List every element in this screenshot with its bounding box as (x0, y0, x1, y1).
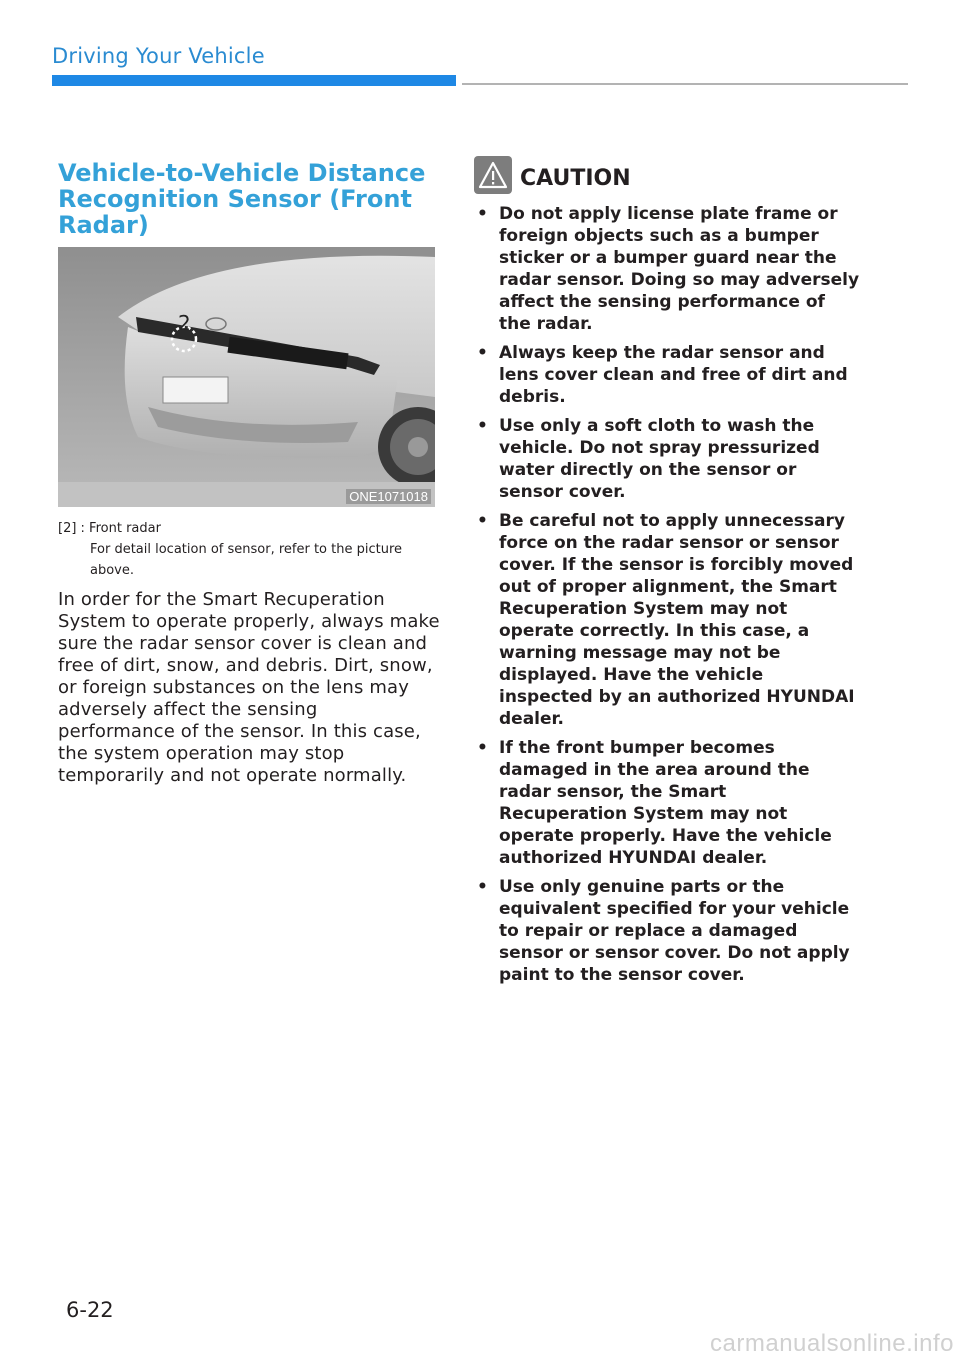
header-bar-gray (462, 83, 908, 85)
caution-title: CAUTION (520, 166, 631, 191)
radar-figure (58, 247, 435, 507)
header-bar-blue (52, 75, 456, 86)
watermark: carmanualsonline.info (710, 1330, 954, 1357)
caution-list (475, 203, 860, 993)
caution-item: • If the front bumper becomes damaged in the area around the radar sensor, the Smart Recuperation System may not operate properly. Have the vehicle authorized HYUNDAI dealer. (477, 738, 832, 868)
figure-caption (58, 518, 438, 581)
caution-item: • Be careful not to apply unnecessary force on the radar sensor or sensor cover. If the sensor is forcibly moved out of proper alignment, the Smart Recuperation System may not operate correctly. In this case, a warning message may not be displayed. Have the vehicle inspected by an authorized HYUNDAI dealer. (477, 511, 855, 729)
caption-description: For detail location of sensor, refer to the picture above. (90, 542, 402, 578)
header-section-title: Driving Your Vehicle (52, 44, 265, 68)
car-front-illustration (58, 247, 435, 507)
callout-number: 2 (178, 311, 191, 335)
figure-code: ONE1071018 (346, 489, 431, 504)
caution-item: • Use only a soft cloth to wash the vehicle. Do not spray pressurized water directly on the sensor or sensor cover. (477, 416, 820, 502)
page-number: 6-22 (66, 1298, 114, 1322)
caption-label: [2] : Front radar (58, 521, 161, 536)
caution-item: • Use only genuine parts or the equivalent specified for your vehicle to repair or replace a damaged sensor or sensor cover. Do not apply paint to the sensor cover. (477, 877, 850, 985)
section-title: Vehicle-to-Vehicle Distance Recognition Sensor (Front Radar) (58, 159, 426, 239)
caution-item: • Always keep the radar sensor and lens cover clean and free of dirt and debris. (477, 343, 848, 407)
body-paragraph: In order for the Smart Recuperation System to operate properly, always make sure the radar sensor cover is clean and free of dirt, snow, and debris. Dirt, snow, or foreign substances on the lens may adversely affect the sensing performance of the sensor. In this case, the system operation may stop temporarily and not operate normally. (58, 589, 440, 786)
caution-icon (474, 156, 512, 194)
caution-item: • Do not apply license plate frame or foreign objects such as a bumper sticker or a bumper guard near the radar sensor. Doing so may adversely affect the sensing performance of the radar. (477, 204, 860, 334)
